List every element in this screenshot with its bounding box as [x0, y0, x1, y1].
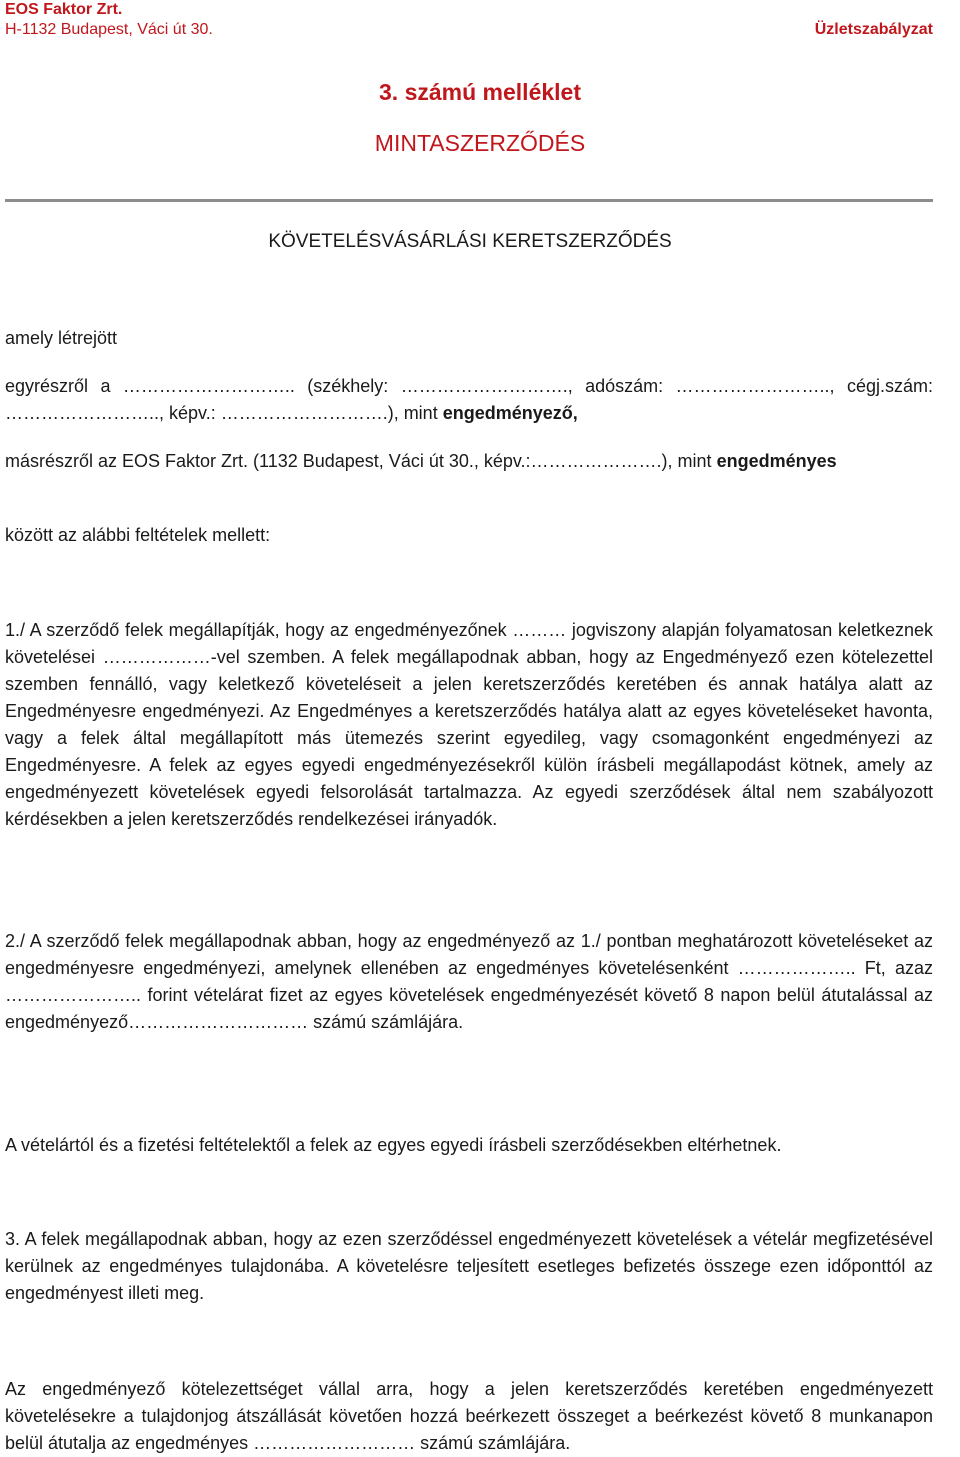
document-name: Üzletszabályzat	[814, 21, 933, 38]
section-1-paragraph: 1./ A szerződő felek megállapítják, hogy az engedményezőnek ……… jogviszony alapján folyamatosan keletkeznek követelései ………………-vel szemben. A felek megállapodnak abban, hogy az Engedményező ezen kötelezettel szemben fennálló, vagy keletkező követeléseit a jelen keretszerződés keretében és annak hatálya alatt az Engedményesre engedményezi. Az Engedményes a keretszerződés hatálya alatt az egyes követeléseket havonta, vagy a felek által megállapított más ütemezés szerint egyedileg, vagy csomagonként engedményezi az Engedményesre. A felek az egyes egyedi engedményezésekről külön írásbeli megállapodást kötnek, amely az engedményezett követelések egyedi felsorolását tartalmazza. Az egyedi szerződések által nem szabályozott kérdésekben a jelen keretszerződés rendelkezései irányadók.	[5, 620, 933, 829]
conditions-intro: között az alábbi feltételek mellett:	[5, 525, 271, 545]
contract-title: KÖVETELÉSVÁSÁRLÁSI KERETSZERZŐDÉS	[268, 231, 672, 252]
sample-title: MINTASZERZŐDÉS	[374, 130, 586, 156]
company-address: H-1132 Budapest, Váci út 30.	[5, 21, 213, 38]
party-two-role: engedményes	[716, 451, 837, 471]
party-one-paragraph	[5, 373, 933, 427]
party-one-text: egyrészről a ……………………….. (székhely: ………………………., adószám: …………………….., cégj.szám: …………………….., képv.: ……………………….), mint	[5, 376, 933, 423]
purchase-price-note: A vételártól és a fizetési feltételektől a felek az egyes egyedi írásbeli szerződésekben eltérhetnek.	[5, 1135, 782, 1155]
intro-line: amely létrejött	[5, 328, 118, 348]
party-two-text: másrészről az EOS Faktor Zrt. (1132 Budapest, Váci út 30., képv.:………………….), mint	[5, 451, 712, 471]
section-3-paragraph: 3. A felek megállapodnak abban, hogy az ezen szerződéssel engedményezett követelések a vételár megfizetésével kerülnek az engedményes tulajdonába. A követelésre teljesített esetleges befizetés összege ezen időponttól az engedményest illeti meg.	[5, 1229, 933, 1303]
party-one-role: engedményező,	[442, 403, 578, 423]
company-name: EOS Faktor Zrt.	[5, 1, 123, 18]
party-two-paragraph	[5, 448, 933, 475]
page-header	[5, 0, 933, 44]
closing-paragraph: Az engedményező kötelezettséget vállal arra, hogy a jelen keretszerződés keretében engedményezett követelésekre a tulajdonjog átszállását követően hozzá beérkezett összeget a beérkezést követő 8 munkanapon belül átutalja az engedményes ……………………… számú számlájára.	[5, 1379, 933, 1453]
annex-title: 3. számú melléklet	[379, 79, 581, 105]
header-divider	[5, 199, 933, 202]
section-2-paragraph: 2./ A szerződő felek megállapodnak abban, hogy az engedményező az 1./ pontban meghatározott követeléseket az engedményesre engedményezi, amelynek ellenében az engedményes követelésenként ……………….. Ft, azaz ………………….. forint vételárat fizet az egyes követelések engedményezését követő 8 napon belül átutalással az engedményező………………………… számú számlájára.	[5, 931, 933, 1032]
